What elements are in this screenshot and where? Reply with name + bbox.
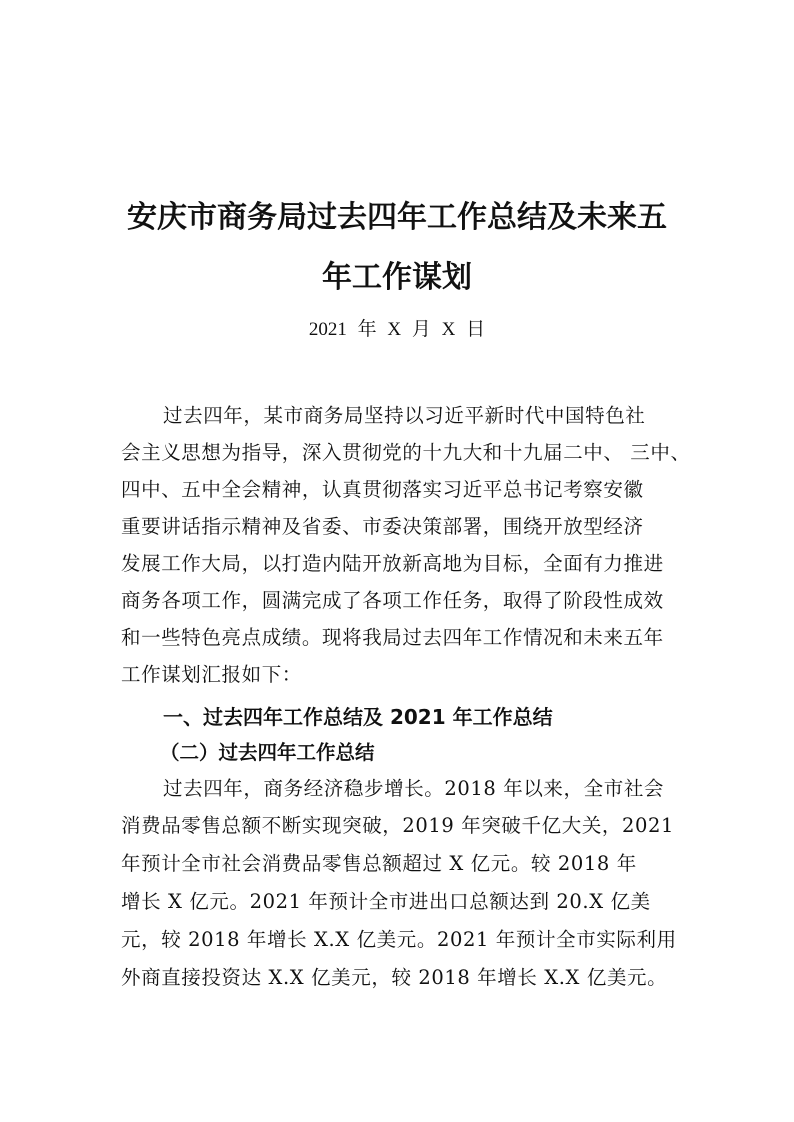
intro-line: 重要讲话指示精神及省委、市委决策部署，围绕开放型经济 [121,515,644,538]
body-line: 元，较 2018 年增长 X.X 亿美元。2021 年预计全市实际利用 [121,928,677,951]
body-line: 年预计全市社会消费品零售总额超过 X 亿元。较 2018 年 [121,852,637,875]
body-line: 增长 X 亿元。2021 年预计全市进出口总额达到 20.X 亿美 [121,890,651,913]
intro-line: 发展工作大局，以打造内陆开放新高地为目标，全面有力推进 [121,552,664,575]
document-date: 2021 年 X 月 X 日 [308,319,486,340]
body-line: 外商直接投资达 X.X 亿美元，较 2018 年增长 X.X 亿美元。 [121,966,668,989]
document-title-line-2: 年工作谋划 [322,260,472,295]
intro-line: 商务各项工作，圆满完成了各项工作任务，取得了阶段性成效 [121,589,664,612]
body-line: 过去四年，商务经济稳步增长。2018 年以来，全市社会 [163,777,665,800]
section-heading: 一、过去四年工作总结及 2021 年工作总结 [163,705,553,729]
document-title-line-1: 安庆市商务局过去四年工作总结及未来五 [127,200,667,235]
intro-line: 会主义思想为指导，深入贯彻党的十九大和十九届二中、 三中、 [121,441,691,464]
intro-line: 四中、五中全会精神，认真贯彻落实习近平总书记考察安徽 [121,478,644,501]
subsection-heading: （二）过去四年工作总结 [160,741,375,764]
intro-line: 过去四年，某市商务局坚持以习近平新时代中国特色社 [163,404,646,427]
intro-line: 和一些特色亮点成绩。现将我局过去四年工作情况和未来五年 [121,626,664,649]
body-line: 消费品零售总额不断实现突破，2019 年突破千亿大关，2021 [121,814,675,837]
intro-line: 工作谋划汇报如下： [121,663,302,686]
